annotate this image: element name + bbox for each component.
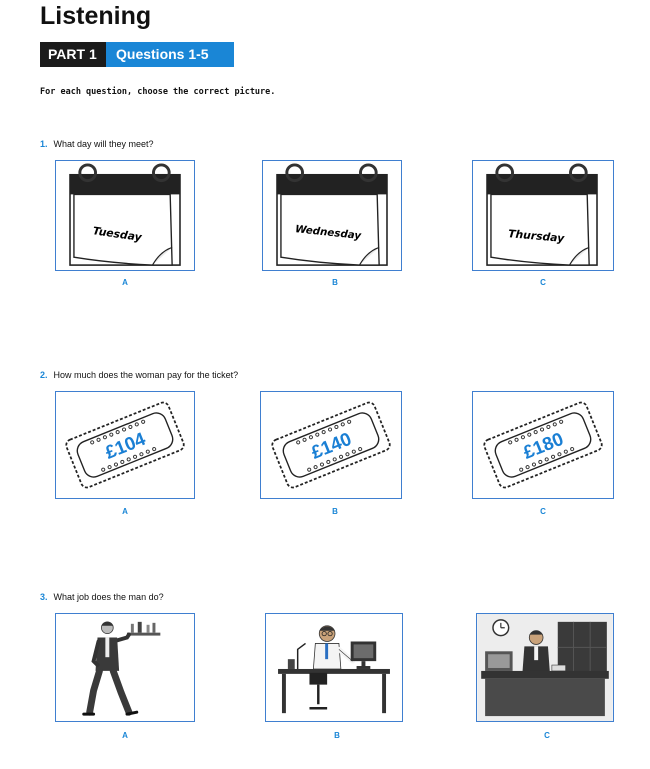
- option-letter: C: [540, 507, 546, 516]
- option-1c-calendar-thursday[interactable]: [472, 160, 614, 271]
- day-label: Thursday: [507, 227, 565, 245]
- question-1: [40, 139, 154, 149]
- calendar-icon: [263, 161, 401, 270]
- question-3: [40, 592, 164, 602]
- option-2b-ticket-140[interactable]: [260, 391, 402, 499]
- question-text: What job does the man do?: [53, 592, 164, 602]
- option-letter: A: [122, 507, 128, 516]
- ticket-icon: [56, 392, 194, 498]
- calendar-icon: [473, 161, 613, 270]
- option-letter: B: [334, 731, 340, 740]
- day-label: Wednesday: [294, 223, 362, 243]
- option-letter: C: [540, 278, 546, 287]
- office-worker-illustration: [266, 614, 402, 721]
- price-label: £180: [519, 427, 567, 463]
- option-1b-calendar-wednesday[interactable]: [262, 160, 402, 271]
- page-title: Listening: [40, 2, 152, 30]
- option-2a-ticket-104[interactable]: [55, 391, 195, 499]
- question-number: 1.: [40, 139, 48, 149]
- option-3b-office-worker[interactable]: [265, 613, 403, 722]
- option-letter: B: [332, 278, 338, 287]
- option-1a-calendar-tuesday[interactable]: [55, 160, 195, 271]
- option-3c-receptionist[interactable]: [476, 613, 614, 722]
- question-number: 3.: [40, 592, 48, 602]
- option-letter: B: [332, 507, 338, 516]
- day-label: Tuesday: [91, 224, 143, 244]
- receptionist-illustration: [477, 614, 613, 721]
- price-label: £104: [101, 427, 149, 463]
- part-header: [40, 42, 234, 67]
- questions-range-label: Questions 1-5: [106, 42, 234, 67]
- question-number: 2.: [40, 370, 48, 380]
- option-letter: A: [122, 278, 128, 287]
- ticket-icon: [473, 392, 613, 498]
- ticket-icon: [261, 392, 401, 498]
- calendar-icon: [56, 161, 194, 270]
- option-3a-waiter[interactable]: [55, 613, 195, 722]
- question-text: What day will they meet?: [53, 139, 154, 149]
- option-letter: C: [544, 731, 550, 740]
- question-2: [40, 370, 238, 380]
- option-letter: A: [122, 731, 128, 740]
- option-2c-ticket-180[interactable]: [472, 391, 614, 499]
- instructions: For each question, choose the correct picture.: [40, 87, 276, 97]
- waiter-illustration: [56, 614, 194, 721]
- part-label: PART 1: [40, 42, 106, 67]
- question-text: How much does the woman pay for the ticket?: [53, 370, 239, 380]
- price-label: £140: [307, 427, 355, 463]
